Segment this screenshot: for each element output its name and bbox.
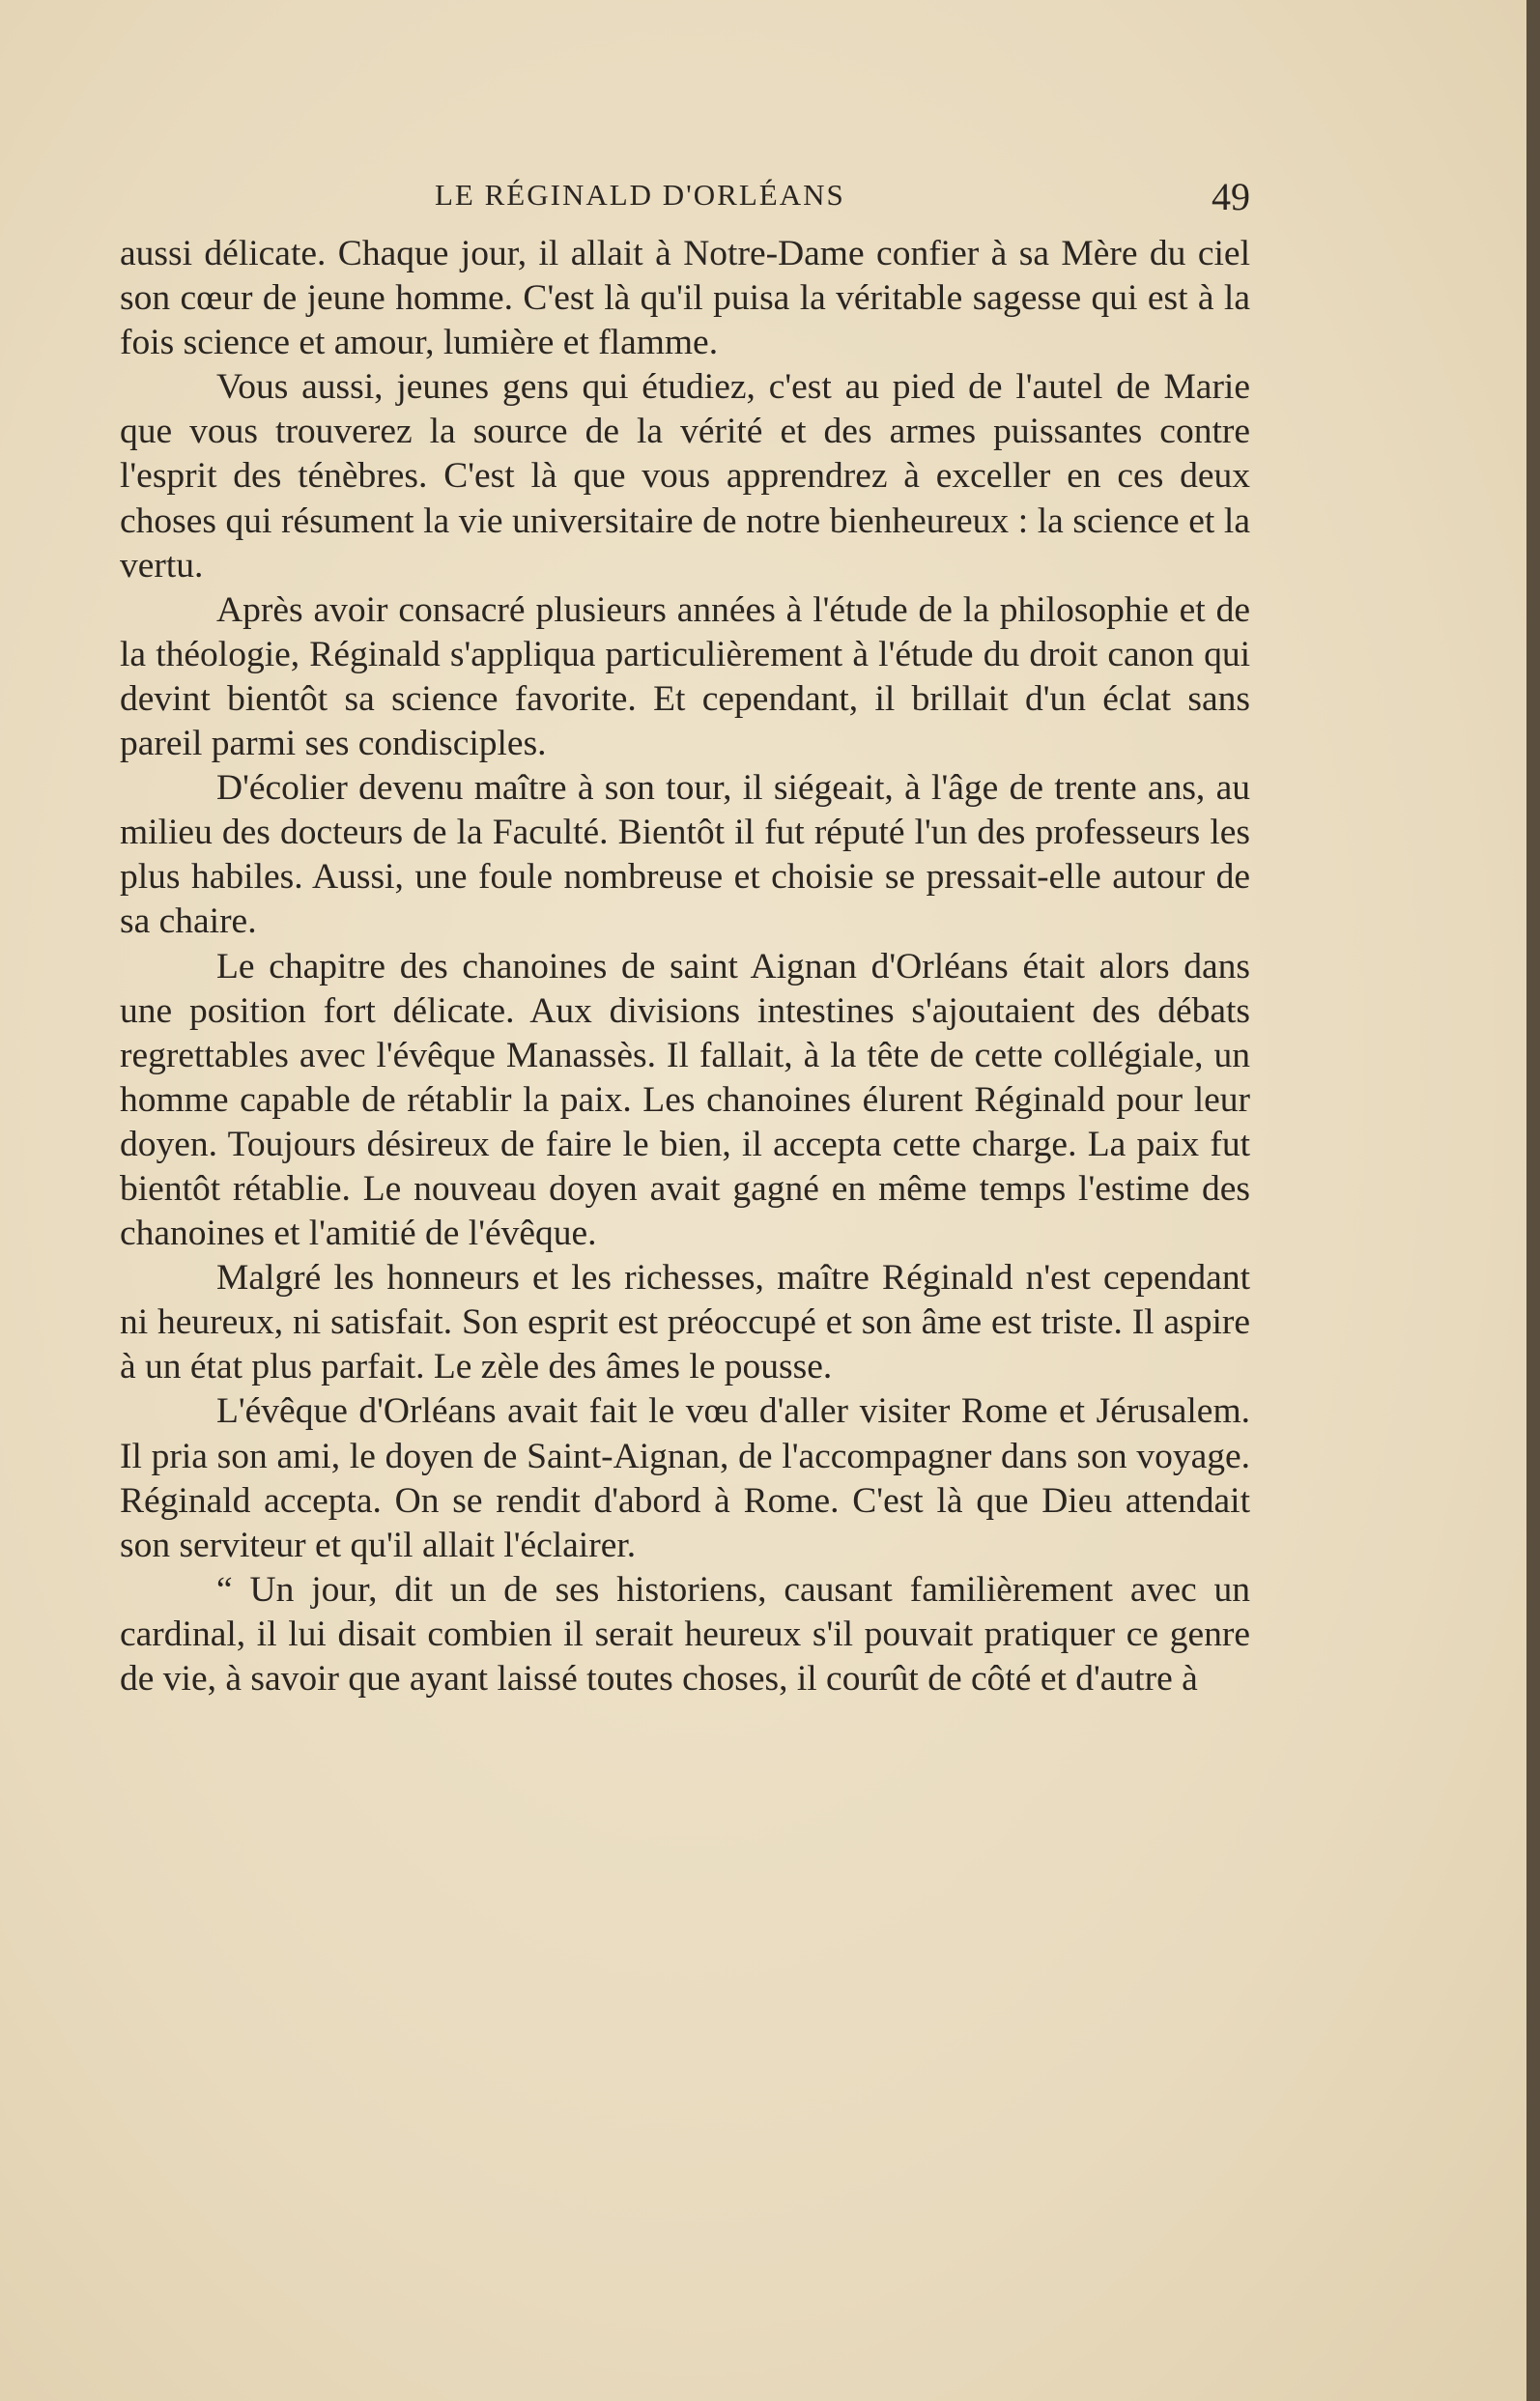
page-header bbox=[120, 170, 1250, 218]
paragraph: Après avoir consacré plusieurs années à l'étude de la philosophie et de la théologie, Réginald s'appliqua particulièrement à l'étude du droit canon qui devint bientôt sa science favorite. Et cependant, il brillait d'un éclat sans pareil parmi ses condisciples. bbox=[120, 589, 1250, 764]
paragraph: D'écolier devenu maître à son tour, il siégeait, à l'âge de trente ans, au milieu des docteurs de la Faculté. Bientôt il fut réputé l'un des professeurs les plus habiles. Aussi, une foule nombreuse et choisie se pressait-elle autour de sa chaire. bbox=[120, 768, 1250, 942]
paragraph: Malgré les honneurs et les richesses, maître Réginald n'est cependant ni heureux, ni satisfait. Son esprit est préoccupé et son âme est triste. Il aspire à un état plus parfait. Le zèle des âmes le pousse. bbox=[120, 1258, 1250, 1387]
page-body bbox=[120, 232, 1250, 1701]
page-edge-shadow bbox=[1526, 0, 1540, 2401]
paragraph: Le chapitre des chanoines de saint Aignan d'Orléans était alors dans une position fort délicate. Aux divisions intestines s'ajoutaient des débats regrettables avec l'évêque Manassès. Il fallait, à la tête de cette collégiale, un homme capable de rétablir la paix. Les chanoines élurent Réginald pour leur doyen. Toujours désireux de faire le bien, il accepta cette charge. La paix fut bientôt rétablie. Le nouveau doyen avait gagné en même temps l'estime des chanoines et l'amitié de l'évêque. bbox=[120, 946, 1250, 1254]
paragraph: aussi délicate. Chaque jour, il allait à Notre-Dame confier à sa Mère du ciel son cœur de jeune homme. C'est là qu'il puisa la véritable sagesse qui est à la fois science et amour, lumière et flamme. bbox=[120, 234, 1250, 363]
paragraph: Vous aussi, jeunes gens qui étudiez, c'est au pied de l'autel de Marie que vous trouverez la source de la vérité et des armes puissantes contre l'esprit des ténèbres. C'est là que vous apprendrez à exceller en ces deux choses qui résument la vie universitaire de notre bienheureux : la science et la vertu. bbox=[120, 367, 1250, 586]
paragraph: “ Un jour, dit un de ses historiens, causant familièrement avec un cardinal, il lui disait combien il serait heureux s'il pouvait pratiquer ce genre de vie, à savoir que ayant laissé toutes choses, il courût de côté et d'autre à bbox=[120, 1569, 1250, 1699]
paragraph: L'évêque d'Orléans avait fait le vœu d'aller visiter Rome et Jérusalem. Il pria son ami, le doyen de Saint-Aignan, de l'accompagner dans son voyage. Réginald accepta. On se rendit d'abord à Rome. C'est là que Dieu attendait son serviteur et qu'il allait l'éclairer. bbox=[120, 1391, 1250, 1565]
page-number: 49 bbox=[1212, 175, 1250, 218]
running-title: LE RÉGINALD D'ORLÉANS bbox=[435, 178, 845, 212]
